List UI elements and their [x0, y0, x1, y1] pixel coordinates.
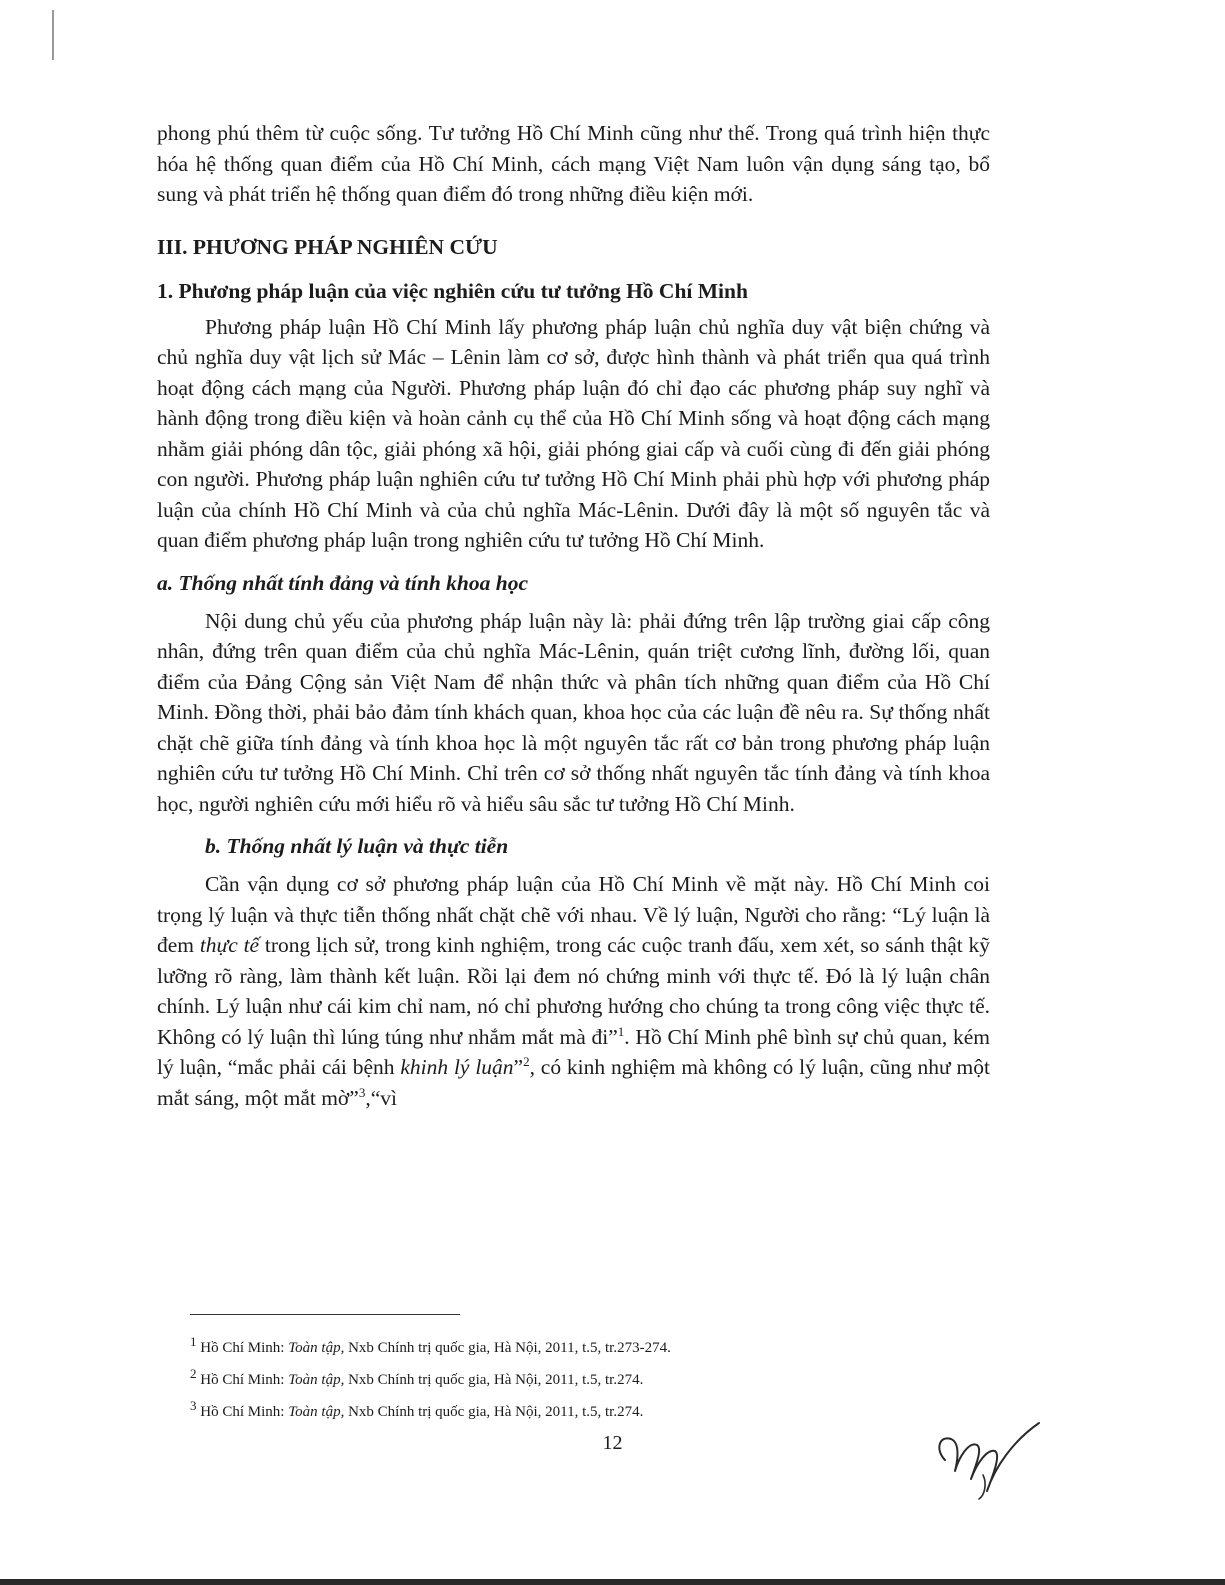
text-run: trong lịch sử, trong kinh nghiệm, trong các cuộc tranh đấu, xem xét, so sánh thật kỹ lưỡng rõ ràng, làm thành kết luận. Rồi lại đem nó chứng minh với thực tế. Đó là lý luận chân chính. Lý luận như cái kim chỉ nam, nó chỉ phương hướng cho chúng ta trong công việc thực tế. Không có lý luận thì lúng túng như nhắm mắt mà đi”: [157, 933, 990, 1049]
main-text: [157, 118, 990, 1113]
footnote-title: Toàn tập: [288, 1404, 341, 1420]
footnotes: [190, 1332, 970, 1428]
scan-bottom-edge: [0, 1579, 1225, 1585]
subsection-heading-1: 1. Phương pháp luận của việc nghiên cứu tư tưởng Hồ Chí Minh: [157, 278, 748, 303]
footnote-author: Hồ Chí Minh:: [200, 1404, 289, 1420]
italic-run: khinh lý luận: [400, 1055, 514, 1079]
footnote-rest: , Nxb Chính trị quốc gia, Hà Nội, 2011, t.5, tr.273-274.: [340, 1340, 671, 1356]
footnote-title: Toàn tập: [288, 1340, 341, 1356]
footnote-number: 3: [190, 1398, 197, 1413]
footnote-author: Hồ Chí Minh:: [200, 1340, 289, 1356]
footnote-2: [190, 1364, 970, 1396]
page-number: 12: [602, 1432, 623, 1454]
footnote-number: 2: [190, 1366, 197, 1381]
text-run: , có kinh nghiệm mà không có lý luận, cũng như một mắt sáng, một mắt mờ”: [157, 1055, 990, 1110]
scan-edge-mark: [52, 10, 54, 60]
text-run: . Hồ Chí Minh phê bình sự chủ quan, kém lý luận, “mắc phải cái bệnh: [157, 1024, 990, 1079]
text-run: ”: [513, 1055, 524, 1079]
subheading-a: a. Thống nhất tính đảng và tính khoa học: [157, 570, 528, 595]
footnote-rest: , Nxb Chính trị quốc gia, Hà Nội, 2011, t.5, tr.274.: [340, 1372, 644, 1388]
text-run: ,“vì: [365, 1085, 398, 1110]
signature-icon: [925, 1405, 1045, 1505]
italic-run: thực tế: [199, 933, 260, 957]
subheading-b: b. Thống nhất lý luận và thực tiễn: [205, 834, 509, 858]
paragraph-theory-practice: [157, 869, 990, 1113]
paragraph-party-science: Nội dung chủ yếu của phương pháp luận này là: phải đứng trên lập trường giai cấp công nhân, đứng trên quan điểm của chủ nghĩa Mác-Lênin, quán triệt cương lĩnh, đường lối, quan điểm của Đảng Cộng sản Việt Nam để nhận thức và phân tích những quan điểm của Hồ Chí Minh. Đồng thời, phải bảo đảm tính khách quan, khoa học của các luận đề nêu ra. Sự thống nhất chặt chẽ giữa tính đảng và tính khoa học là một nguyên tắc rất cơ bản trong phương pháp luận nghiên cứu tư tưởng Hồ Chí Minh. Chỉ trên cơ sở thống nhất nguyên tắc tính đảng và tính khoa học, người nghiên cứu mới hiểu rõ và hiểu sâu sắc tư tưởng Hồ Chí Minh.: [157, 608, 990, 816]
footnote-ref-1: 1: [617, 1023, 625, 1039]
paragraph-methodology: Phương pháp luận Hồ Chí Minh lấy phương pháp luận chủ nghĩa duy vật biện chứng và chủ nghĩa duy vật lịch sử Mác – Lênin làm cơ sở, được hình thành và phát triển qua quá trình hoạt động cách mạng của Người. Phương pháp luận đó chỉ đạo các phương pháp suy nghĩ và hành động trong điều kiện và hoàn cảnh cụ thể của Hồ Chí Minh sống và hoạt động cách mạng nhằm giải phóng dân tộc, giải phóng xã hội, giải phóng giai cấp và cuối cùng đi đến giải phóng con người. Phương pháp luận nghiên cứu tư tưởng Hồ Chí Minh phải phù hợp với phương pháp luận của chính Hồ Chí Minh và của chủ nghĩa Mác-Lênin. Dưới đây là một số nguyên tắc và quan điểm phương pháp luận trong nghiên cứu tư tưởng Hồ Chí Minh.: [157, 314, 990, 552]
footnote-3: [190, 1396, 970, 1428]
section-heading: III. PHƯƠNG PHÁP NGHIÊN CỨU: [157, 234, 498, 259]
footnote-separator: [190, 1314, 460, 1315]
footnote-rest: , Nxb Chính trị quốc gia, Hà Nội, 2011, t.5, tr.274.: [340, 1404, 644, 1420]
footnote-author: Hồ Chí Minh:: [200, 1372, 289, 1388]
paragraph-intro: phong phú thêm từ cuộc sống. Tư tưởng Hồ Chí Minh cũng như thế. Trong quá trình hiện thực hóa hệ thống quan điểm của Hồ Chí Minh, cách mạng Việt Nam luôn vận dụng sáng tạo, bổ sung và phát triển hệ thống quan điểm đó trong những điều kiện mới.: [157, 121, 990, 206]
footnote-number: 1: [190, 1334, 197, 1349]
footnote-1: [190, 1332, 970, 1364]
footnote-title: Toàn tập: [288, 1372, 341, 1388]
footnote-ref-3: 3: [358, 1084, 366, 1100]
footnote-ref-2: 2: [523, 1053, 530, 1069]
text-run: Cần vận dụng cơ sở phương pháp luận của Hồ Chí Minh về mặt này. Hồ Chí Minh coi trọng lý luận và thực tiễn thống nhất chặt chẽ với nhau. Về lý luận, Người cho rằng: “Lý luận là đem: [157, 872, 990, 957]
